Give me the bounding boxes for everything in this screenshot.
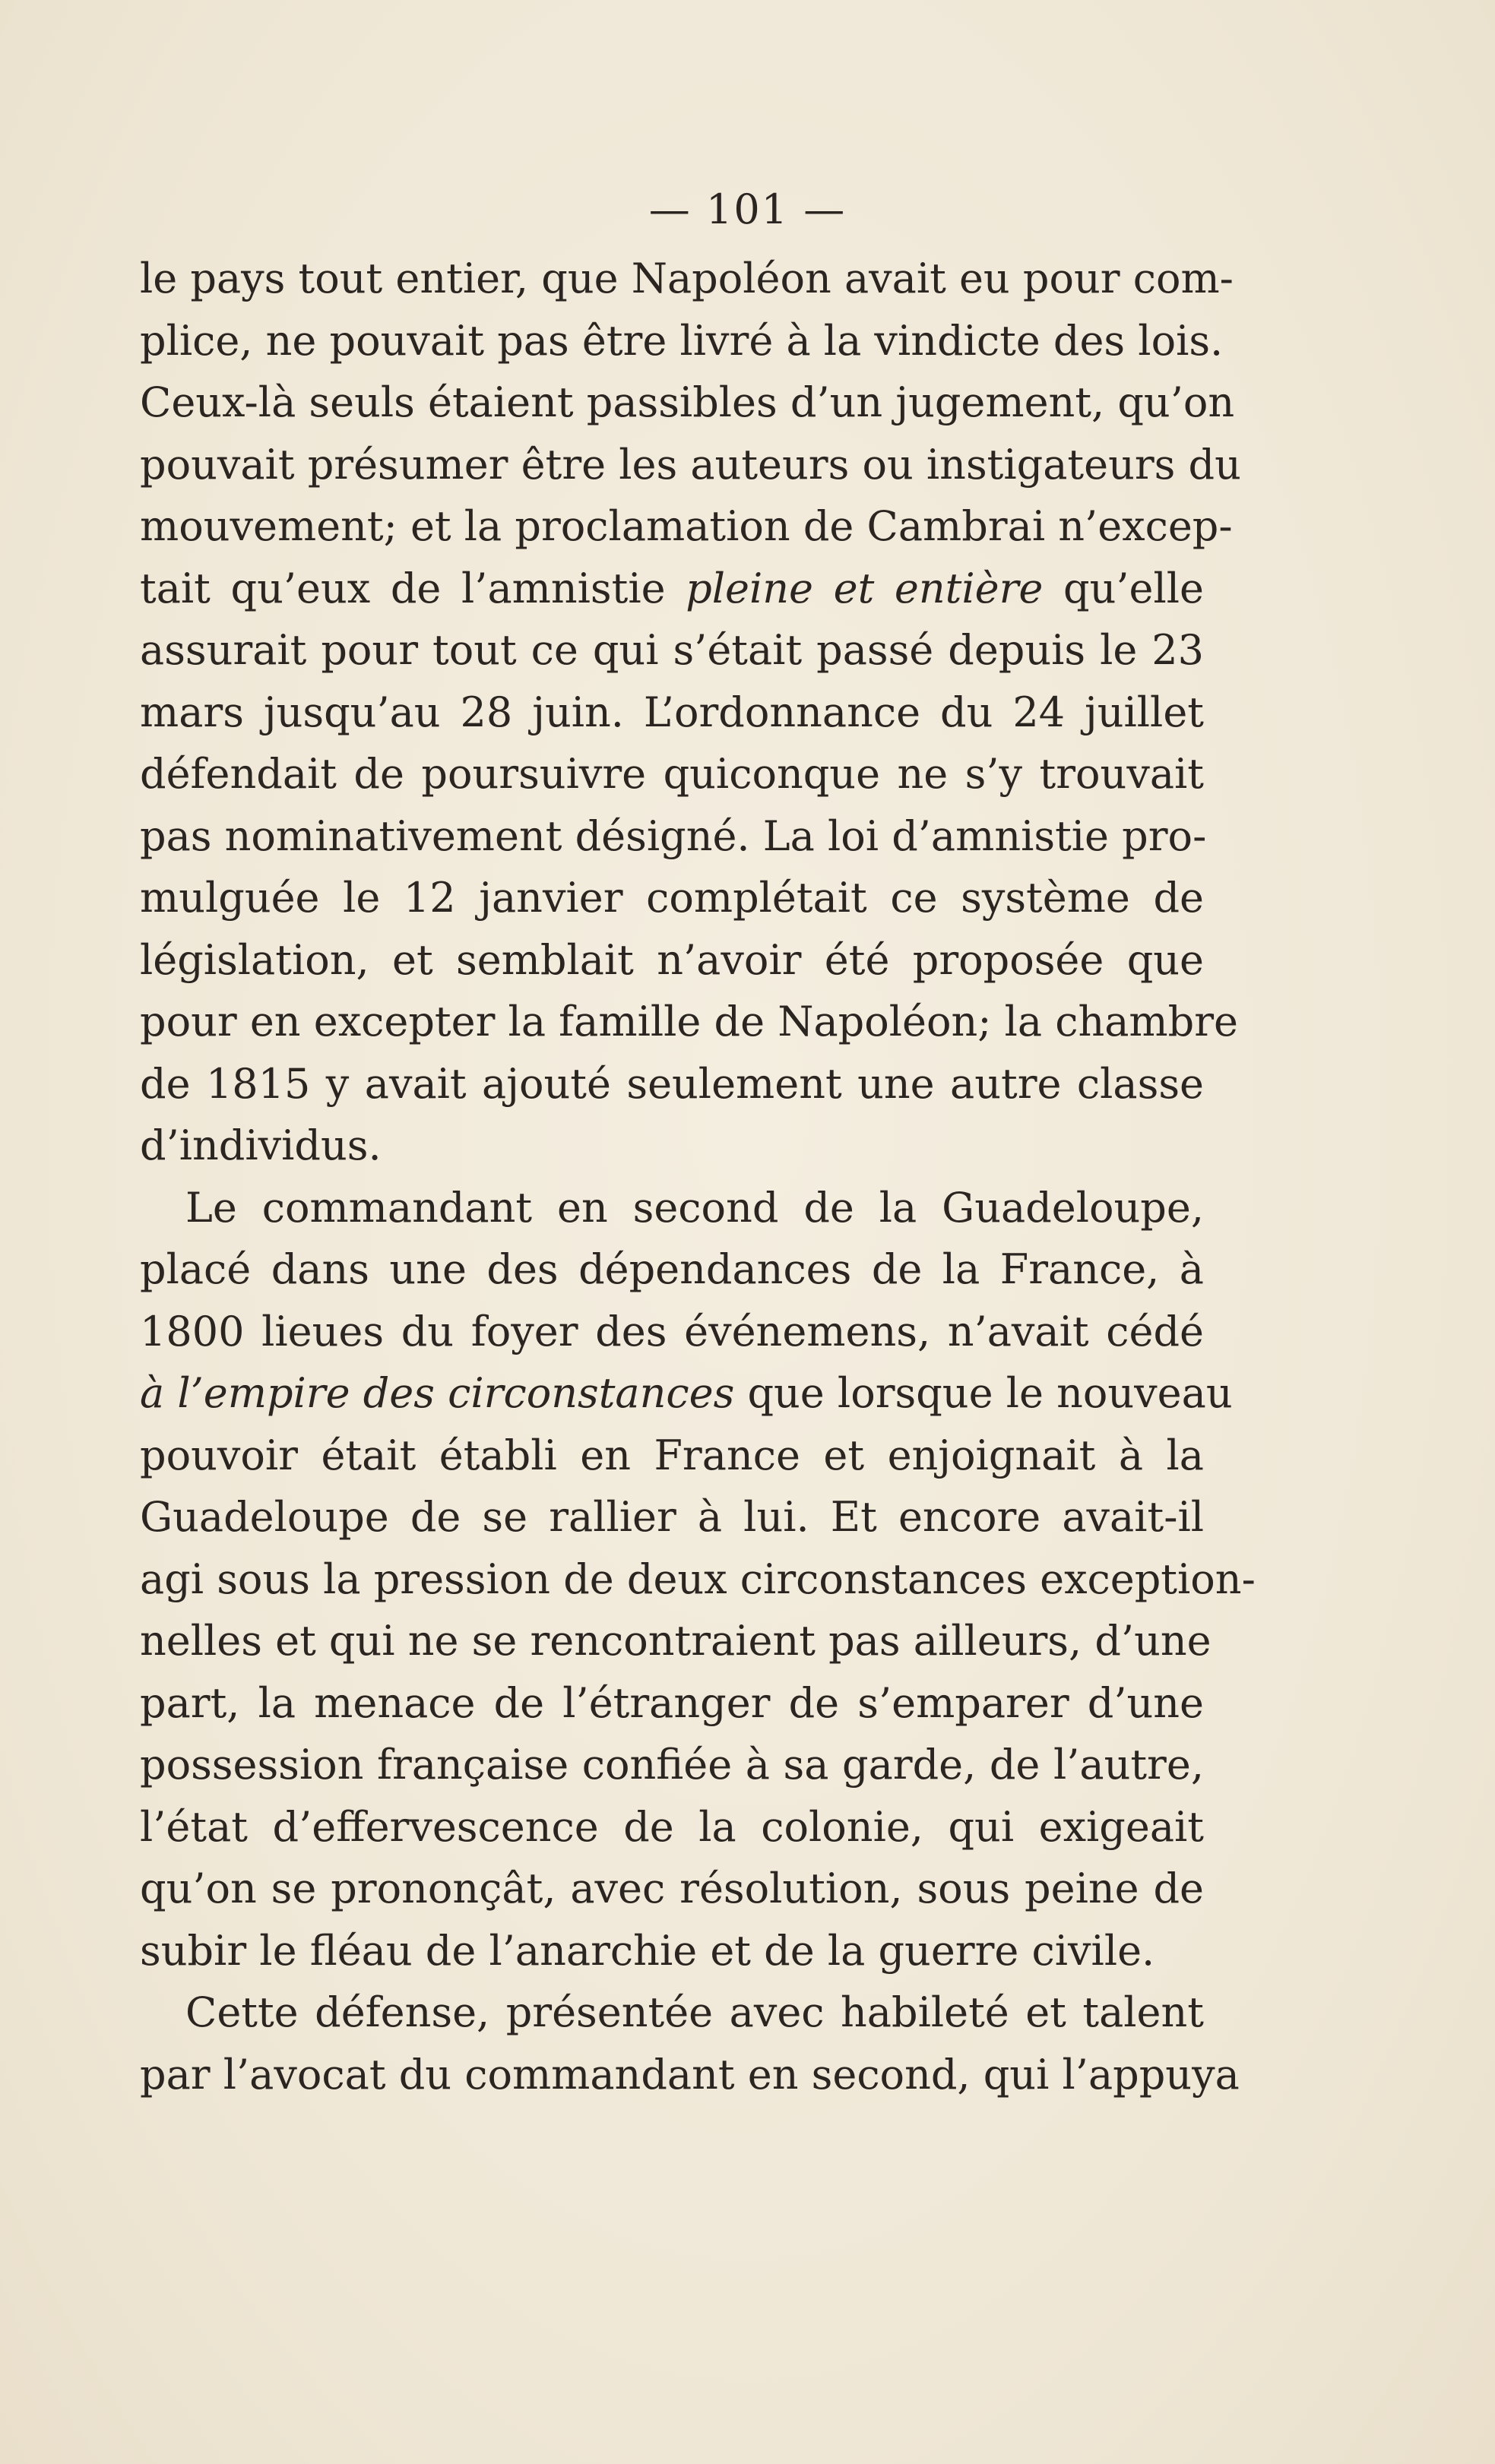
text-line: placé dans une des dépendances de la France, à: [140, 1245, 1204, 1293]
text-line: Le commandant en second de la Guadeloupe,: [185, 1183, 1204, 1232]
text-line: part, la menace de l’étranger de s’emparer d’une: [140, 1678, 1204, 1727]
page-number: — 101 —: [648, 185, 847, 233]
text-line: par l’avocat du commandant en second, qui l’appuya: [140, 2050, 1240, 2099]
italic-phrase: à l’empire des circonstances: [140, 1369, 735, 1417]
text-line: législation, et semblait n’avoir été proposée que: [140, 935, 1204, 984]
text-line: de 1815 y avait ajouté seulement une autre classe: [140, 1059, 1204, 1108]
text-segment: tait qu’eux de l’amnistie: [140, 564, 686, 612]
text-line-with-italic: [140, 558, 1204, 620]
paragraph-3: [140, 1982, 1240, 2105]
text-line: subir le fléau de l’anarchie et de la guerre civile.: [140, 1926, 1155, 1975]
text-line: l’état d’effervescence de la colonie, qui exigeait: [140, 1802, 1204, 1851]
text-line: mouvement; et la proclamation de Cambrai n’excep-: [140, 502, 1233, 550]
text-line: Ceux-là seuls étaient passibles d’un jugement, qu’on: [140, 378, 1235, 426]
text-line: qu’on se prononçât, avec résolution, sous peine de: [140, 1865, 1204, 1912]
text-line: pouvait présumer être les auteurs ou instigateurs du: [140, 440, 1241, 489]
text-line-with-italic: [140, 1362, 1233, 1425]
text-line: d’individus.: [140, 1121, 382, 1169]
body-text: [140, 248, 1256, 2105]
text-line: mulguée le 12 janvier complétait ce système de: [140, 874, 1204, 922]
text-line: le pays tout entier, que Napoléon avait eu pour com-: [140, 255, 1234, 302]
text-line: assurait pour tout ce qui s’était passé depuis le 23: [140, 626, 1204, 674]
text-line: mars jusqu’au 28 juin. L’ordonnance du 24 juillet: [140, 688, 1204, 736]
paragraph-2: [140, 1177, 1256, 1982]
text-line: plice, ne pouvait pas être livré à la vindicte des lois.: [140, 316, 1224, 365]
text-line: défendait de poursuivre quiconque ne s’y trouvait: [140, 750, 1204, 798]
text-line: Guadeloupe de se rallier à lui. Et encore avait-il: [140, 1493, 1204, 1541]
italic-phrase: pleine et entière: [686, 564, 1044, 612]
text-line: nelles et qui ne se rencontraient pas ailleurs, d’une: [140, 1617, 1212, 1665]
text-line: Cette défense, présentée avec habileté et talent: [185, 1988, 1204, 2036]
text-line: possession française confiée à sa garde, de l’autre,: [140, 1741, 1204, 1789]
text-line: pour en excepter la famille de Napoléon; la chambre: [140, 998, 1238, 1045]
text-line: 1800 lieues du foyer des événemens, n’avait cédé: [140, 1307, 1204, 1355]
paragraph-1: [140, 248, 1241, 1177]
text-line: pas nominativement désigné. La loi d’amnistie pro-: [140, 811, 1207, 860]
text-segment: que lorsque le nouveau: [734, 1369, 1233, 1417]
text-segment: qu’elle: [1043, 564, 1204, 612]
text-line: pouvoir était établi en France et enjoignait à la: [140, 1431, 1204, 1479]
text-line: agi sous la pression de deux circonstances exception-: [140, 1555, 1256, 1603]
